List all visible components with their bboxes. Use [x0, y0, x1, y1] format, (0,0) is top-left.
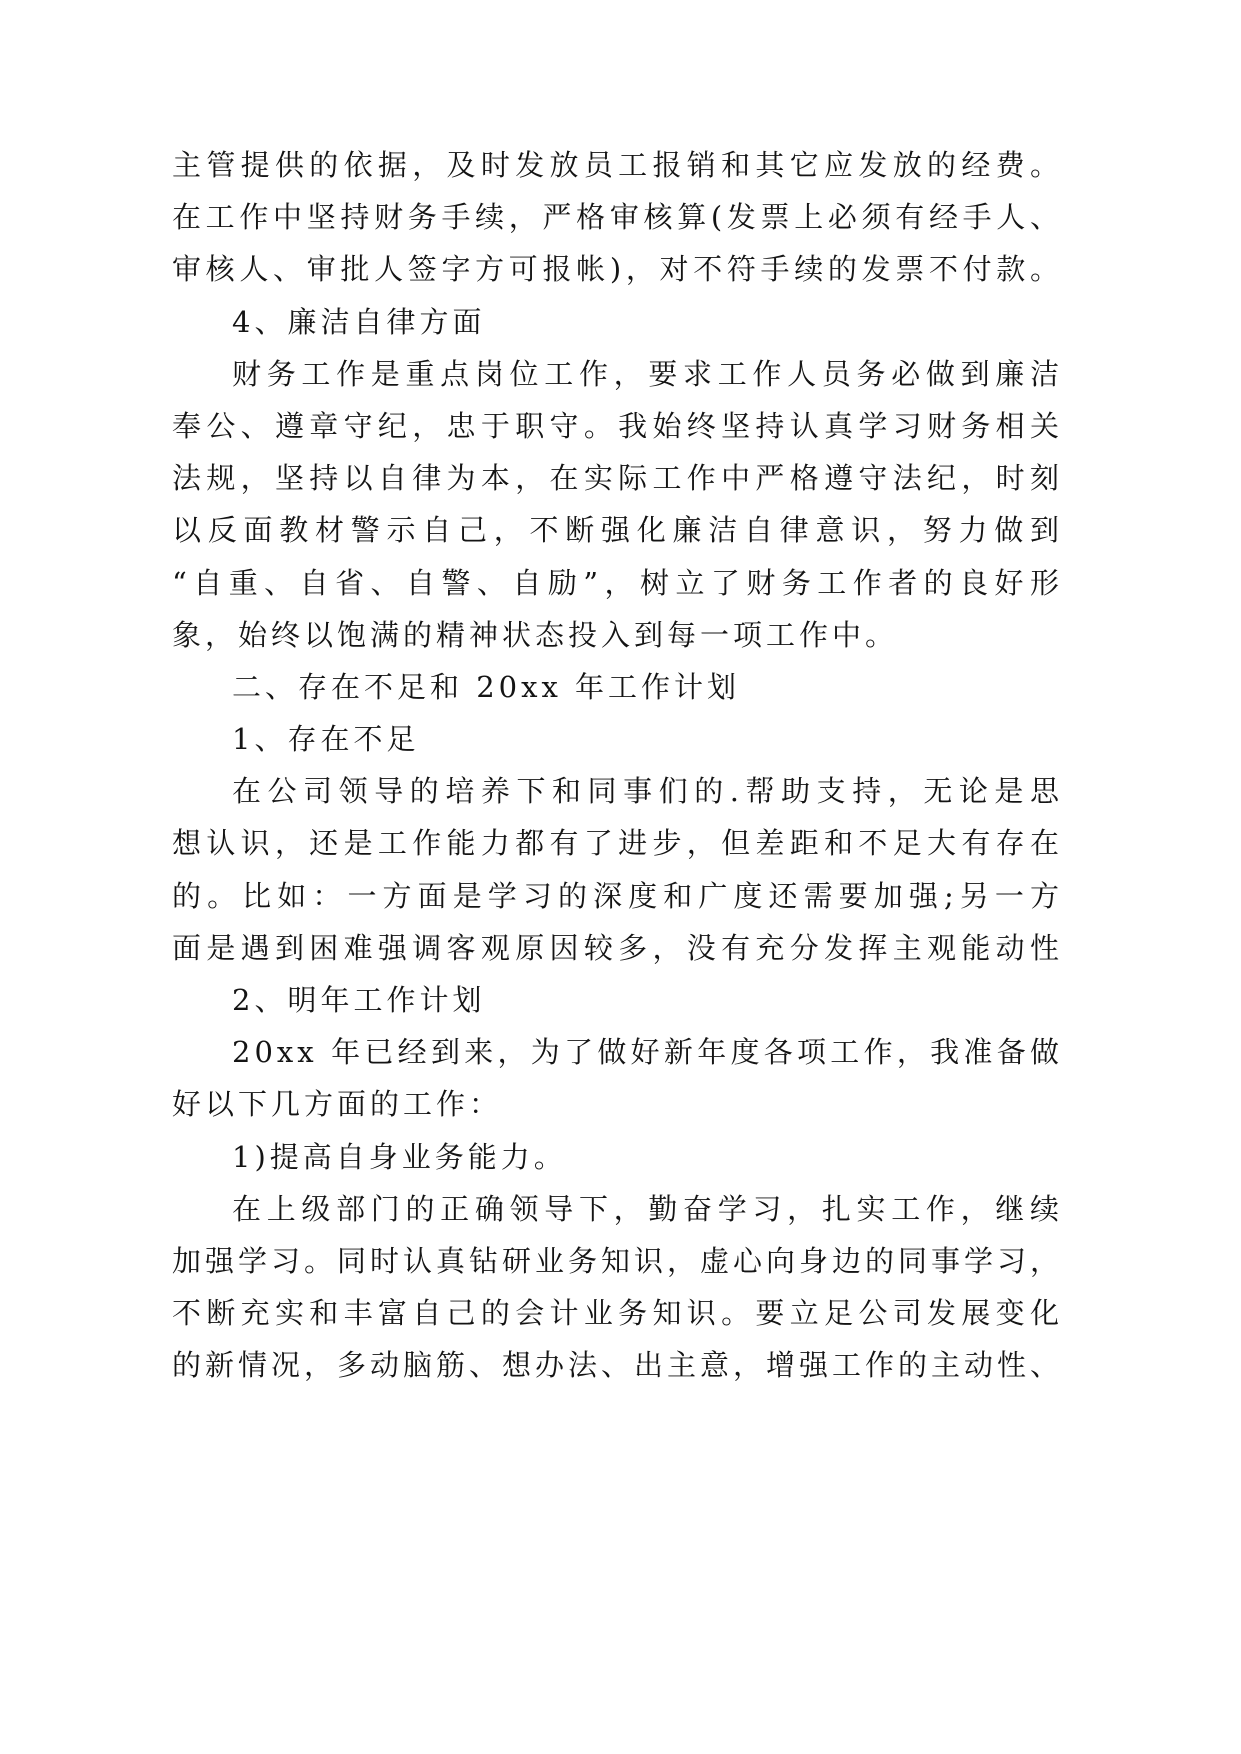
paragraph	[172, 1026, 1063, 1130]
document-body	[172, 139, 1063, 1392]
text-line: 法规，坚持以自律为本，在实际工作中严格遵守法纪，时刻	[172, 461, 1063, 496]
text-line: 奉公、遵章守纪，忠于职守。我始终坚持认真学习财务相关	[172, 408, 1063, 443]
text-line: 以反面教材警示自己，不断强化廉洁自律意识，努力做到	[172, 513, 1063, 548]
text-line: 在工作中坚持财务手续，严格审核算(发票上必须有经手人、	[172, 200, 1063, 235]
paragraph	[172, 348, 1063, 661]
text-line: 在公司领导的培养下和同事们的.帮助支持，无论是思	[232, 774, 1063, 809]
text-line: 的。比如：一方面是学习的深度和广度还需要加强;另一方	[172, 878, 1063, 913]
text-line: 财务工作是重点岗位工作，要求工作人员务必做到廉洁	[232, 356, 1063, 391]
heading-text: 1、存在不足	[232, 722, 420, 757]
paragraph	[172, 765, 1063, 974]
heading-text: 4、廉洁自律方面	[232, 304, 486, 339]
text-line: 想认识，还是工作能力都有了进步，但差距和不足大有存在	[172, 826, 1063, 861]
section-heading	[172, 661, 1063, 713]
paragraph	[172, 139, 1063, 296]
text-line: 在上级部门的正确领导下，勤奋学习，扎实工作，继续	[232, 1191, 1063, 1226]
heading-text: 2、明年工作计划	[232, 983, 486, 1017]
text-line: 主管提供的依据，及时发放员工报销和其它应发放的经费。	[172, 148, 1063, 182]
heading-text: 1)提高自身业务能力。	[232, 1139, 567, 1174]
section-heading	[172, 296, 1063, 348]
text-line: 面是遇到困难强调客观原因较多，没有充分发挥主观能动性	[172, 930, 1063, 965]
text-line: 好以下几方面的工作：	[172, 1087, 503, 1122]
section-heading	[172, 1131, 1063, 1183]
text-line: 20xx 年已经到来，为了做好新年度各项工作，我准备做	[232, 1035, 1063, 1070]
text-line: 加强学习。同时认真钻研业务知识，虚心向身边的同事学习，	[172, 1243, 1064, 1278]
paragraph	[172, 1183, 1063, 1392]
text-line: “自重、自省、自警、自励”，树立了财务工作者的良好形	[172, 565, 1063, 600]
text-line: 审核人、审批人签字方可报帐)，对不符手续的发票不付款。	[172, 252, 1063, 287]
text-line: 的新情况，多动脑筋、想办法、出主意，增强工作的主动性、	[172, 1348, 1064, 1383]
section-heading	[172, 713, 1063, 765]
text-line: 不断充实和丰富自己的会计业务知识。要立足公司发展变化	[172, 1296, 1063, 1331]
heading-text: 二、存在不足和 20xx 年工作计划	[232, 669, 741, 704]
section-heading	[172, 974, 1063, 1026]
text-line: 象，始终以饱满的精神状态投入到每一项工作中。	[172, 617, 899, 652]
